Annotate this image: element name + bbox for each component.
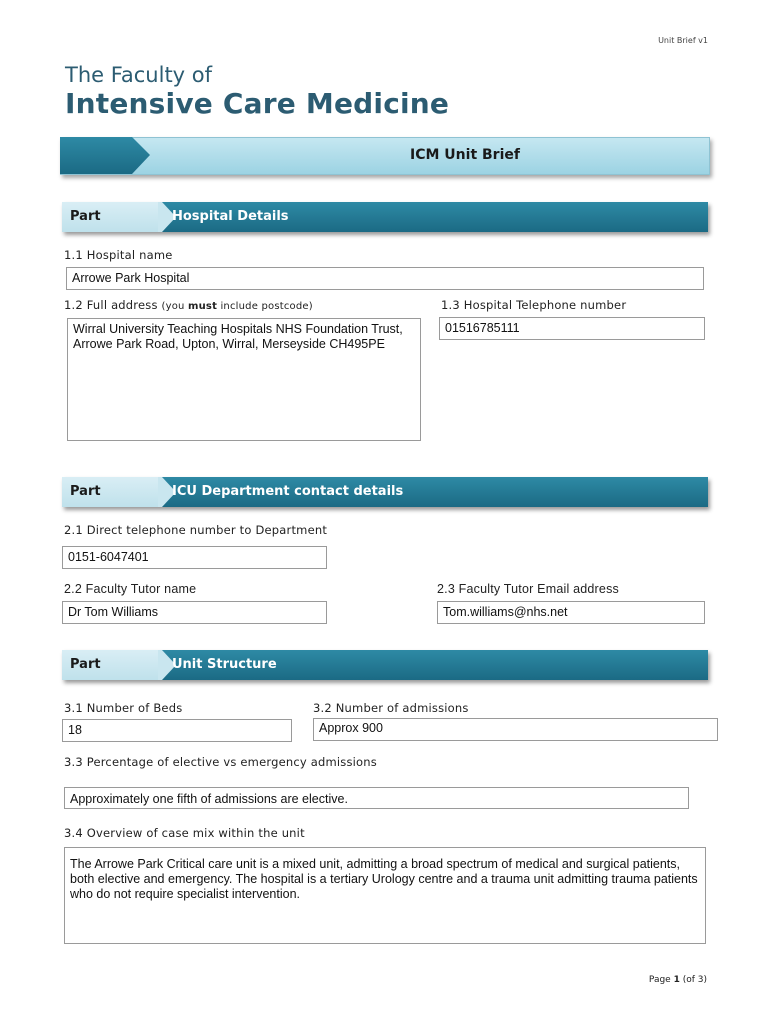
- address-note-pre: (you: [161, 301, 188, 312]
- casemix-field[interactable]: The Arrowe Park Critical care unit is a mixed unit, admitting a broad spectrum of medical and surgical patients, both elective and emergency. The hospital is a tertiary Urology centre and a trauma unit admitting trauma patients who do not require specialist intervention.: [64, 847, 706, 944]
- department-phone-field[interactable]: 0151-6047401: [62, 546, 327, 569]
- part-3-bar: [62, 650, 708, 680]
- address-label-text: 1.2 Full address: [64, 298, 158, 312]
- title-banner: [60, 137, 710, 175]
- part-3-title: Unit Structure: [172, 657, 277, 672]
- address-label: [64, 298, 313, 312]
- part-2-bar: [62, 477, 708, 507]
- hospital-phone-label: 1.3 Hospital Telephone number: [441, 298, 627, 312]
- part-2-label: Part: [70, 484, 101, 499]
- casemix-label: 3.4 Overview of case mix within the unit: [64, 826, 305, 840]
- page-number: [649, 975, 707, 985]
- hospital-phone-field[interactable]: 01516785111: [439, 317, 705, 340]
- document-title: ICM Unit Brief: [410, 147, 520, 163]
- beds-label: 3.1 Number of Beds: [64, 701, 183, 715]
- admissions-label: 3.2 Number of admissions: [313, 701, 469, 715]
- part-1-title: Hospital Details: [172, 209, 289, 224]
- tutor-email-field[interactable]: Tom.williams@nhs.net: [437, 601, 705, 624]
- part-2-title: ICU Department contact details: [172, 484, 404, 499]
- address-note-bold: must: [187, 301, 218, 312]
- title-arrow-decoration: [60, 137, 152, 175]
- page-current: 1: [673, 975, 680, 985]
- part-1-label: Part: [70, 209, 101, 224]
- address-field[interactable]: Wirral University Teaching Hospitals NHS Foundation Trust, Arrowe Park Road, Upton, Wirral, Merseyside CH495PE: [67, 318, 421, 441]
- elective-field[interactable]: Approximately one fifth of admissions are elective.: [64, 787, 689, 809]
- hospital-name-label: 1.1 Hospital name: [64, 248, 173, 262]
- beds-field[interactable]: 18: [62, 719, 292, 742]
- admissions-field[interactable]: Approx 900: [313, 718, 718, 741]
- tutor-name-field[interactable]: Dr Tom Williams: [62, 601, 327, 624]
- org-name-line2: Intensive Care Medicine: [65, 87, 450, 120]
- part-1-bar: [62, 202, 708, 232]
- page-total: (of 3): [679, 975, 707, 985]
- tutor-name-label: 2.2 Faculty Tutor name: [64, 582, 197, 596]
- page-word: Page: [648, 975, 674, 985]
- tutor-email-label: 2.3 Faculty Tutor Email address: [437, 582, 619, 596]
- org-name-line1: The Faculty of: [65, 63, 213, 87]
- elective-label: 3.3 Percentage of elective vs emergency admissions: [64, 755, 377, 769]
- part-3-label: Part: [70, 657, 101, 672]
- hospital-name-field[interactable]: Arrowe Park Hospital: [66, 267, 704, 290]
- address-note-post: include postcode): [217, 301, 313, 312]
- version-label: Unit Brief v1: [658, 36, 708, 45]
- department-phone-label: 2.1 Direct telephone number to Department: [64, 523, 328, 537]
